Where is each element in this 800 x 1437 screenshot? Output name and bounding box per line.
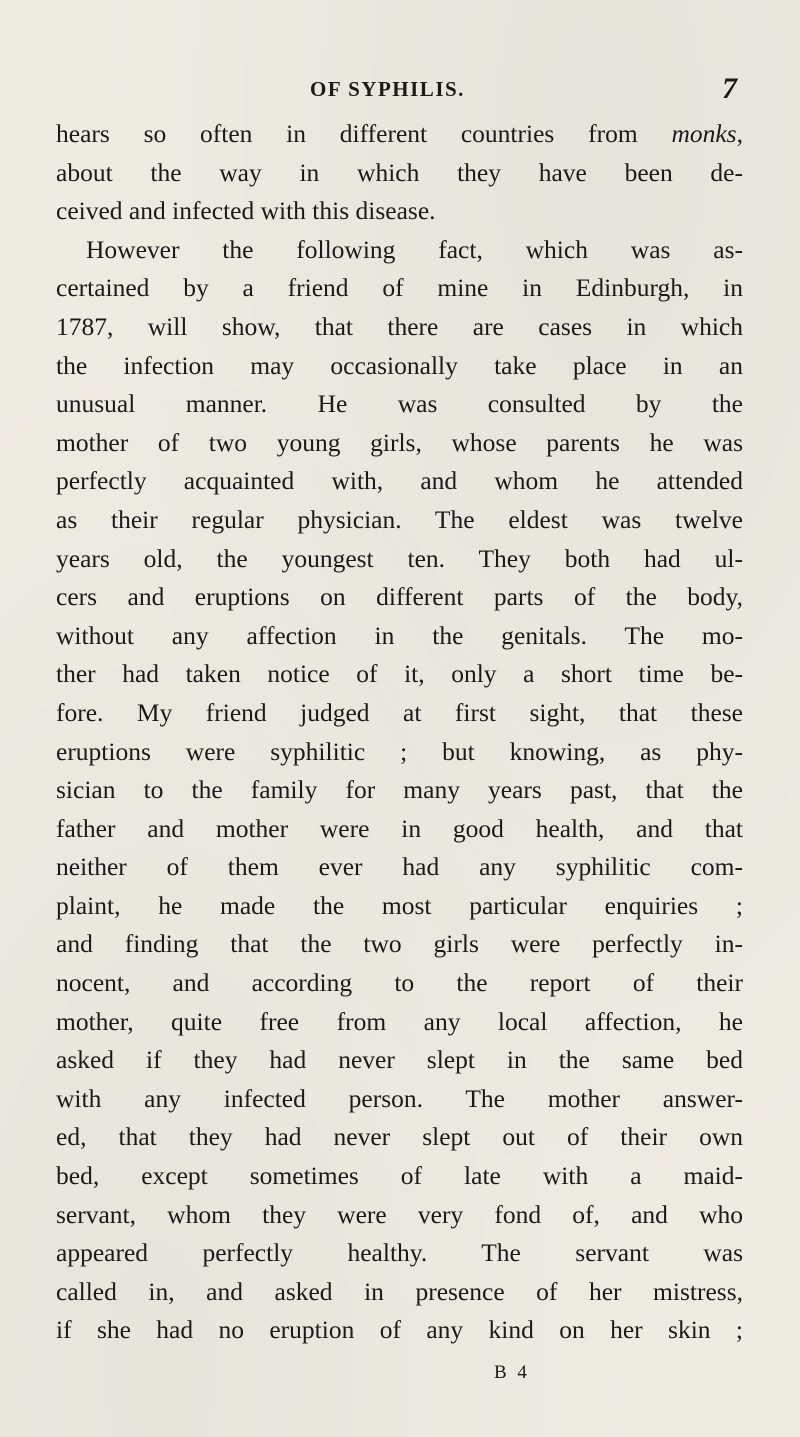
text-line: about the way in which they have been de- <box>56 157 743 187</box>
paragraph-first-line: However the following fact, which was as- <box>86 234 743 264</box>
running-head <box>0 74 800 104</box>
text-line: with any infected person. The mother answer- <box>56 1083 743 1113</box>
text-line: eruptions were syphilitic ; but knowing, as phy- <box>56 736 743 766</box>
text-line: unusual manner. He was consulted by the <box>56 389 743 419</box>
text-line: appeared perfectly healthy. The servant was <box>56 1238 743 1268</box>
text-line: as their regular physician. The eldest was twelve <box>56 504 743 534</box>
text-line: nocent, and according to the report of their <box>56 968 743 998</box>
text-line: ceived and infected with this disease. <box>56 196 436 226</box>
text-line: 1787, will show, that there are cases in which <box>56 311 743 341</box>
text-line <box>56 115 743 154</box>
text-line: ther had taken notice of it, only a short time be- <box>56 659 743 689</box>
text-line: ed, that they had never slept out of their own <box>56 1122 743 1152</box>
text-line: father and mother were in good health, and that <box>56 813 743 843</box>
signature-mark: B 4 <box>494 1362 530 1383</box>
text-line: fore. My friend judged at first sight, that these <box>56 697 743 727</box>
text-line: certained by a friend of mine in Edinburgh, in <box>56 273 743 303</box>
page-number: 7 <box>722 72 737 105</box>
text-line: perfectly acquainted with, and whom he attended <box>56 466 743 496</box>
text-line: called in, and asked in presence of her mistress, <box>56 1276 743 1306</box>
text-line-part: , <box>736 119 743 148</box>
italic-word-monks: monks <box>671 119 737 148</box>
text-line: and finding that the two girls were perfectly in- <box>56 929 743 959</box>
text-line: mother, quite free from any local affection, he <box>56 1006 743 1036</box>
text-line: mother of two young girls, whose parents he was <box>56 427 743 457</box>
text-line: plaint, he made the most particular enquiries ; <box>56 890 743 920</box>
text-line: years old, the youngest ten. They both had ul- <box>56 543 743 573</box>
text-line: cers and eruptions on different parts of the body, <box>56 582 743 612</box>
text-line: servant, whom they were very fond of, and who <box>56 1199 743 1229</box>
text-line-part: hears so often in different countries from <box>56 119 672 148</box>
body-text <box>56 115 743 1350</box>
text-line: bed, except sometimes of late with a maid- <box>56 1161 743 1191</box>
running-title: OF SYPHILIS. <box>310 77 465 101</box>
text-line: without any affection in the genitals. The mo- <box>56 620 743 650</box>
text-line: neither of them ever had any syphilitic com- <box>56 852 743 882</box>
text-line: if she had no eruption of any kind on her skin ; <box>56 1315 743 1345</box>
text-line: asked if they had never slept in the same bed <box>56 1045 743 1075</box>
text-line: the infection may occasionally take place in an <box>56 350 743 380</box>
text-line: sician to the family for many years past, that the <box>56 775 743 805</box>
